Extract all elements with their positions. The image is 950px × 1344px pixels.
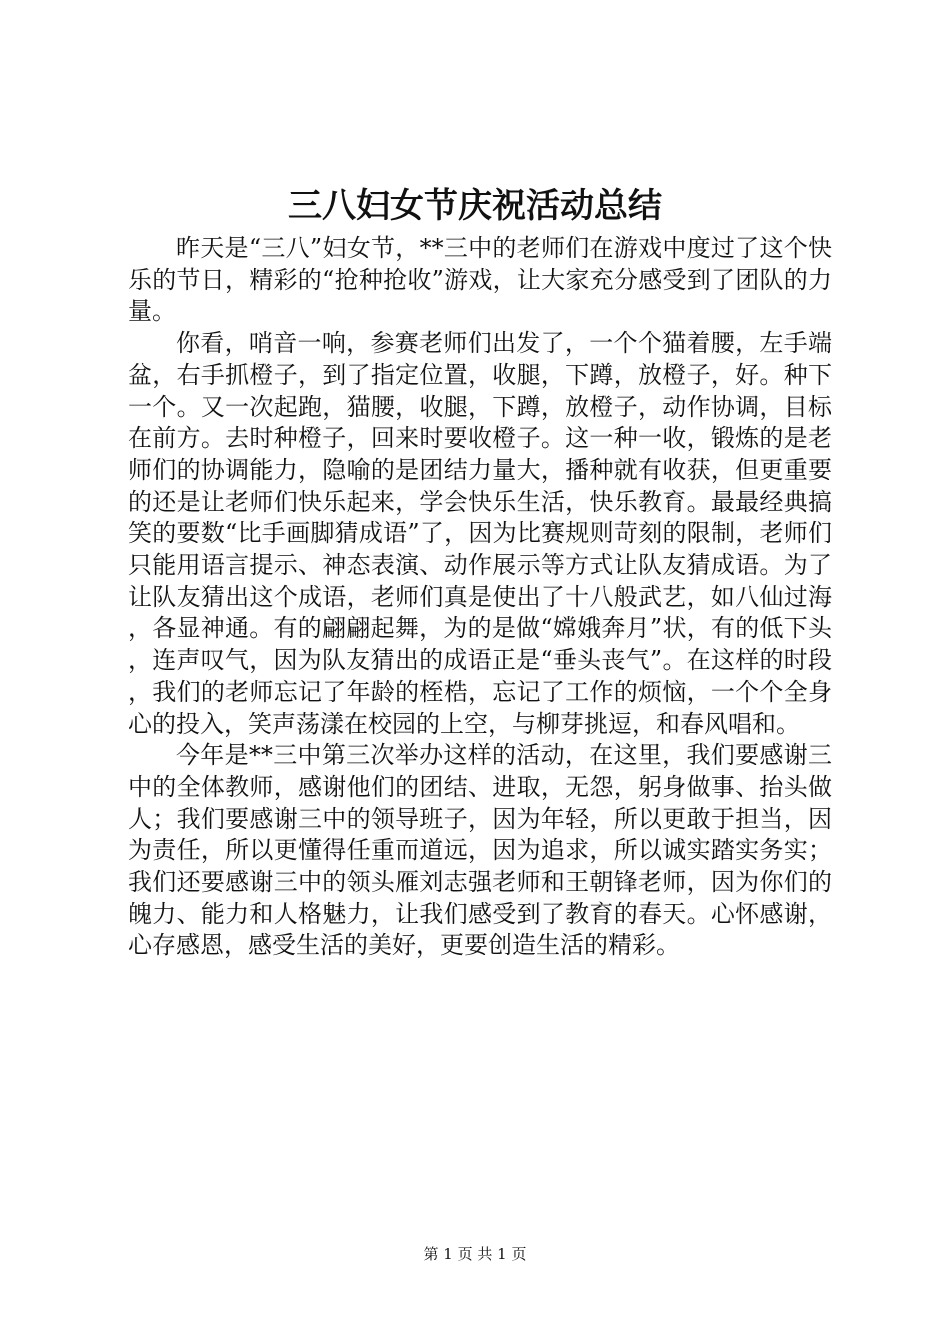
paragraph-1: 昨天是“三八”妇女节，**三中的老师们在游戏中度过了这个快乐的节日，精彩的“抢种抢收”游戏，让大家充分感受到了团队的力量。 xyxy=(128,234,832,326)
paragraph-3: 今年是**三中第三次举办这样的活动，在这里，我们要感谢三中的全体教师，感谢他们的团结、进取，无怨，躬身做事、抬头做人；我们要感谢三中的领导班子，因为年轻，所以更敢于担当，因为责任，所以更懂得任重而道远，因为追求，所以诚实踏实务实；我们还要感谢三中的领头雁刘志强老师和王朝锋老师，因为你们的魄力、能力和人格魅力，让我们感受到了教育的春天。心怀感谢，心存感恩，感受生活的美好，更要创造生活的精彩。 xyxy=(128,741,832,960)
paragraph-2: 你看，哨音一响，参赛老师们出发了，一个个猫着腰，左手端盆，右手抓橙子，到了指定位置，收腿，下蹲，放橙子，好。种下一个。又一次起跑，猫腰，收腿，下蹲，放橙子，动作协调，目标在前方。去时种橙子，回来时要收橙子。这一种一收，锻炼的是老师们的协调能力，隐喻的是团结力量大，播种就有收获，但更重要的还是让老师们快乐起来，学会快乐生活，快乐教育。最最经典搞笑的要数“比手画脚猜成语”了，因为比赛规则苛刻的限制，老师们只能用语言提示、神态表演、动作展示等方式让队友猜成语。为了让队友猜出这个成语，老师们真是使出了十八般武艺，如八仙过海，各显神通。有的翩翩起舞，为的是做“嫦娥奔月”状，有的低下头，连声叹气，因为队友猜出的成语正是“垂头丧气”。在这样的时段，我们的老师忘记了年龄的桎梏，忘记了工作的烦恼，一个个全身心的投入，笑声荡漾在校园的上空，与柳芽挑逗，和春风唱和。 xyxy=(128,329,832,738)
page-number-footer: 第 1 页 共 1 页 xyxy=(423,1245,527,1263)
document-body xyxy=(128,233,832,962)
document-title: 三八妇女节庆祝活动总结 xyxy=(288,186,662,226)
